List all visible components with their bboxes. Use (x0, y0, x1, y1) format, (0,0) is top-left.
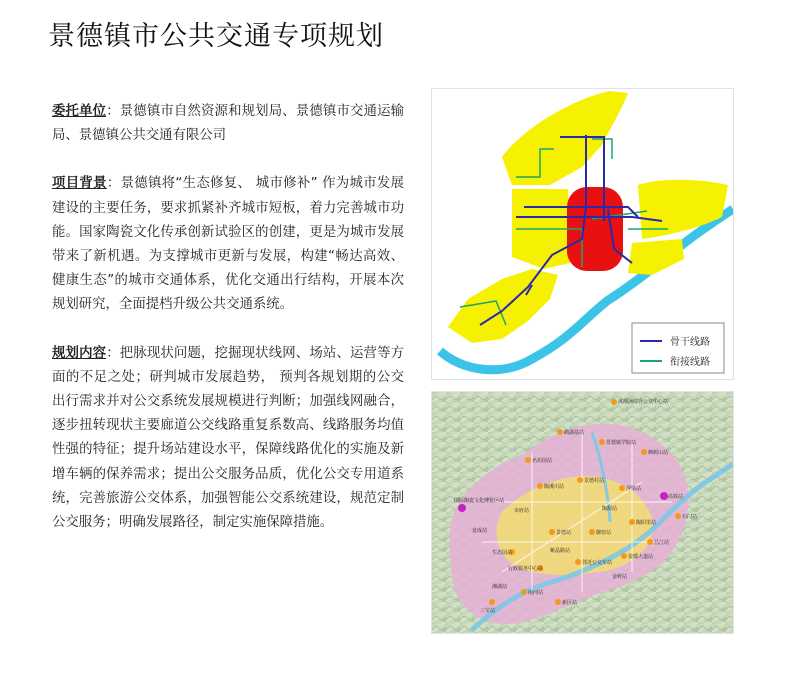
station-label: 凤凰洲综合公交中心站 (618, 399, 669, 405)
station-marker (577, 477, 583, 483)
section-client (52, 100, 404, 148)
station-label: 竟成站 (472, 528, 488, 534)
station-marker (589, 529, 595, 535)
section-separator: ： (106, 176, 121, 192)
section-separator: ： (106, 345, 120, 361)
section-separator: ： (106, 104, 120, 119)
section-text: 把脉现状问题，挖掘现状线网、场站、运营等方面的不足之处；研判城市发展趋势， 预判各规划期的公交出行需求并对公交系统发展规模进行判断；加强线网融合，逐步扭转现状主要廊道公交线路重复系数高、线路服务均值性强的特征；提升场站建设水平，保障线路优化的实施及新增车辆的保养需求；提出公交服务品质，优化公交专用道系统，完善旅游公交体系，加强智能公交系统建设，规范定制公交服务；明确发展路径，制定实施保障措施。 (52, 345, 405, 531)
station-label: 高铁站 (668, 494, 684, 500)
section-content (52, 342, 404, 536)
station-marker (599, 439, 605, 445)
station-marker (619, 485, 625, 491)
text-column (52, 100, 404, 559)
station-label: 景德村站 (584, 478, 605, 484)
station-label: 昌江站 (654, 540, 670, 546)
section-background (52, 172, 404, 317)
station-label: 御窑站 (596, 530, 612, 536)
section-label: 项目背景 (52, 176, 107, 192)
section-text: 景德镇市自然资源和规划局、景德镇市交通运输局、景德镇公共交通有限公司 (52, 104, 405, 144)
station-label: 陶溪川站 (544, 484, 565, 490)
station-label: 新区站 (562, 600, 578, 606)
station-marker (621, 553, 627, 559)
legend-label-feeder: 衔接线路 (670, 357, 710, 368)
station-label: 生态园站 (492, 550, 513, 556)
zone-northeast (638, 180, 728, 239)
station-marker (675, 513, 681, 519)
station-label: 行政服务中心站 (508, 566, 544, 572)
station-label: 枫树山站 (648, 450, 669, 456)
station-marker (660, 492, 668, 500)
zone-east (628, 239, 684, 275)
station-label: 国际陶瓷文化博览区站 (454, 498, 505, 504)
station-marker (555, 599, 561, 605)
station-label: 景德站 (556, 530, 572, 536)
station-marker (525, 457, 531, 463)
station-label: 南河站 (528, 590, 544, 596)
station-marker (629, 519, 635, 525)
section-text: 景德镇将“生态修复、 城市修补” 作为城市发展建设的主要任务，要求抓紧补齐城市短板，着力完善城市功能。国家陶瓷文化传承创新试验区的创建，更是为城市发展带来了新机遇。为支撑城市更新与发展，构建“畅达高效、健康生态”的城市交通体系，优化交通出行结构，开展本次规划研究，全面提档升级公共交通系统。 (52, 176, 405, 313)
route-network-map (431, 88, 734, 380)
station-label: 三宝站 (480, 608, 496, 614)
station-label: 邻近公交车站 (582, 560, 613, 566)
station-marker (647, 539, 653, 545)
station-marker (557, 429, 563, 435)
station-label: 景德镇学院站 (606, 440, 637, 446)
route-network-svg (432, 89, 733, 379)
station-layout-map (431, 391, 734, 634)
station-label: 石门站 (682, 514, 698, 520)
station-label: 瓷都大道站 (628, 554, 654, 560)
station-marker (489, 599, 495, 605)
station-label: 名坊园站 (532, 458, 553, 464)
station-label: 陶阳里站 (636, 520, 657, 526)
station-layout-svg (432, 392, 733, 633)
legend-label-trunk: 骨干线路 (670, 337, 710, 348)
station-marker (641, 449, 647, 455)
station-label: 陶源站 (602, 506, 618, 512)
station-label: 浮梁站 (626, 486, 642, 492)
station-marker (575, 559, 581, 565)
station-label: 市府站 (514, 508, 530, 514)
station-label: 金岭站 (612, 574, 628, 580)
station-marker (611, 399, 617, 405)
station-label: 紫晶路站 (550, 548, 571, 554)
station-marker (537, 483, 543, 489)
station-label: 湘湖站 (492, 584, 508, 590)
section-label: 规划内容 (52, 345, 107, 361)
station-label: 鹤湖基站 (564, 430, 585, 436)
station-marker (549, 529, 555, 535)
page-title: 景德镇市公共交通专项规划 (48, 21, 384, 52)
station-marker (458, 504, 466, 512)
station-marker (521, 589, 527, 595)
section-label: 委托单位 (52, 104, 107, 119)
